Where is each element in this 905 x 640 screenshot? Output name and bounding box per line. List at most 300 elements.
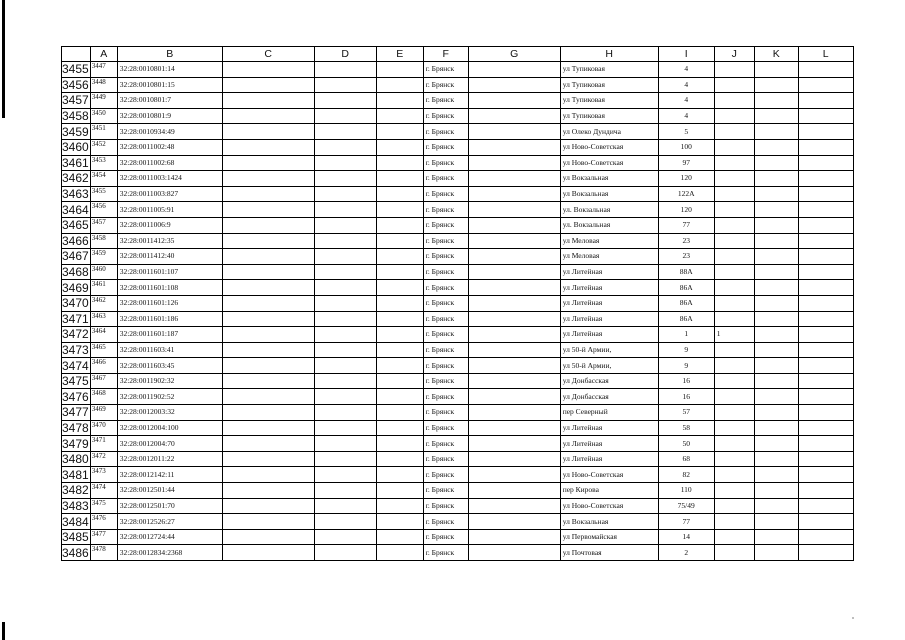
cell-i[interactable]: 4 bbox=[658, 77, 714, 93]
row-number[interactable]: 3458 bbox=[62, 109, 89, 124]
cell-h[interactable]: пер Северный bbox=[560, 405, 658, 421]
cell-l[interactable] bbox=[798, 405, 853, 421]
cell-l[interactable] bbox=[798, 358, 853, 374]
row-number[interactable]: 3459 bbox=[62, 124, 89, 139]
cell-b[interactable]: 32:28:0011603:45 bbox=[117, 358, 222, 374]
cell-l[interactable] bbox=[798, 311, 853, 327]
cell-e[interactable] bbox=[376, 311, 423, 327]
cell-i[interactable]: 14 bbox=[658, 529, 714, 545]
cell-e[interactable] bbox=[376, 327, 423, 343]
cell-k[interactable] bbox=[754, 155, 798, 171]
cell-c[interactable] bbox=[222, 249, 314, 265]
cell-b[interactable]: 32:28:0010801:14 bbox=[117, 62, 222, 78]
cell-g[interactable] bbox=[468, 155, 560, 171]
cell-f[interactable]: г. Брянск bbox=[423, 358, 468, 374]
row-number[interactable]: 3479 bbox=[62, 436, 89, 451]
cell-d[interactable] bbox=[314, 139, 376, 155]
cell-i[interactable]: 4 bbox=[658, 108, 714, 124]
cell-c[interactable] bbox=[222, 498, 314, 514]
cell-i[interactable]: 120 bbox=[658, 171, 714, 187]
cell-a[interactable]: 3478 bbox=[90, 545, 117, 561]
cell-h[interactable]: ул Литейная bbox=[560, 280, 658, 296]
cell-d[interactable] bbox=[314, 217, 376, 233]
cell-a[interactable]: 3455 bbox=[90, 186, 117, 202]
cell-h[interactable]: ул Первомайская bbox=[560, 529, 658, 545]
cell-c[interactable] bbox=[222, 217, 314, 233]
cell-f[interactable]: г. Брянск bbox=[423, 436, 468, 452]
cell-j[interactable] bbox=[714, 171, 754, 187]
cell-d[interactable] bbox=[314, 467, 376, 483]
cell-b[interactable]: 32:28:0011902:32 bbox=[117, 373, 222, 389]
column-header-a[interactable]: A bbox=[90, 47, 117, 62]
cell-c[interactable] bbox=[222, 389, 314, 405]
cell-c[interactable] bbox=[222, 358, 314, 374]
cell-j[interactable] bbox=[714, 139, 754, 155]
cell-a[interactable]: 3454 bbox=[90, 171, 117, 187]
column-header-k[interactable]: K bbox=[754, 47, 798, 62]
cell-j[interactable] bbox=[714, 311, 754, 327]
cell-c[interactable] bbox=[222, 62, 314, 78]
cell-d[interactable] bbox=[314, 327, 376, 343]
cell-d[interactable] bbox=[314, 451, 376, 467]
cell-g[interactable] bbox=[468, 249, 560, 265]
cell-e[interactable] bbox=[376, 62, 423, 78]
cell-g[interactable] bbox=[468, 62, 560, 78]
cell-f[interactable]: г. Брянск bbox=[423, 498, 468, 514]
cell-l[interactable] bbox=[798, 467, 853, 483]
row-number[interactable]: 3464 bbox=[62, 202, 89, 217]
cell-d[interactable] bbox=[314, 171, 376, 187]
cell-i[interactable]: 75/49 bbox=[658, 498, 714, 514]
column-header-g[interactable]: G bbox=[468, 47, 560, 62]
cell-g[interactable] bbox=[468, 483, 560, 499]
cell-j[interactable] bbox=[714, 373, 754, 389]
cell-b[interactable]: 32:28:0012011:22 bbox=[117, 451, 222, 467]
cell-c[interactable] bbox=[222, 405, 314, 421]
cell-g[interactable] bbox=[468, 467, 560, 483]
cell-k[interactable] bbox=[754, 217, 798, 233]
cell-i[interactable]: 120 bbox=[658, 202, 714, 218]
column-header-j[interactable]: J bbox=[714, 47, 754, 62]
cell-g[interactable] bbox=[468, 264, 560, 280]
cell-j[interactable] bbox=[714, 77, 754, 93]
cell-g[interactable] bbox=[468, 108, 560, 124]
cell-l[interactable] bbox=[798, 264, 853, 280]
cell-e[interactable] bbox=[376, 280, 423, 296]
row-number[interactable]: 3471 bbox=[62, 311, 89, 326]
cell-l[interactable] bbox=[798, 77, 853, 93]
cell-b[interactable]: 32:28:0011601:187 bbox=[117, 327, 222, 343]
cell-k[interactable] bbox=[754, 171, 798, 187]
cell-e[interactable] bbox=[376, 405, 423, 421]
cell-b[interactable]: 32:28:0011002:68 bbox=[117, 155, 222, 171]
cell-j[interactable] bbox=[714, 155, 754, 171]
cell-f[interactable]: г. Брянск bbox=[423, 514, 468, 530]
cell-l[interactable] bbox=[798, 436, 853, 452]
cell-i[interactable]: 82 bbox=[658, 467, 714, 483]
cell-k[interactable] bbox=[754, 202, 798, 218]
cell-c[interactable] bbox=[222, 373, 314, 389]
cell-f[interactable]: г. Брянск bbox=[423, 93, 468, 109]
cell-a[interactable]: 3471 bbox=[90, 436, 117, 452]
cell-a[interactable]: 3460 bbox=[90, 264, 117, 280]
cell-g[interactable] bbox=[468, 280, 560, 296]
cell-b[interactable]: 32:28:0011902:52 bbox=[117, 389, 222, 405]
cell-j[interactable] bbox=[714, 467, 754, 483]
row-number[interactable]: 3456 bbox=[62, 77, 89, 92]
cell-g[interactable] bbox=[468, 514, 560, 530]
cell-h[interactable]: ул Литейная bbox=[560, 311, 658, 327]
cell-l[interactable] bbox=[798, 93, 853, 109]
cell-b[interactable]: 32:28:0011005:91 bbox=[117, 202, 222, 218]
cell-d[interactable] bbox=[314, 545, 376, 561]
cell-a[interactable]: 3473 bbox=[90, 467, 117, 483]
cell-b[interactable]: 32:28:0012004:70 bbox=[117, 436, 222, 452]
cell-i[interactable]: 5 bbox=[658, 124, 714, 140]
cell-b[interactable]: 32:28:0012501:70 bbox=[117, 498, 222, 514]
cell-b[interactable]: 32:28:0011601:126 bbox=[117, 295, 222, 311]
cell-i[interactable]: 86А bbox=[658, 295, 714, 311]
cell-c[interactable] bbox=[222, 483, 314, 499]
row-number[interactable]: 3478 bbox=[62, 420, 89, 435]
cell-f[interactable]: г. Брянск bbox=[423, 295, 468, 311]
row-number[interactable]: 3468 bbox=[62, 265, 89, 280]
cell-e[interactable] bbox=[376, 545, 423, 561]
cell-j[interactable]: 1 bbox=[714, 327, 754, 343]
cell-i[interactable]: 68 bbox=[658, 451, 714, 467]
cell-f[interactable]: г. Брянск bbox=[423, 327, 468, 343]
cell-e[interactable] bbox=[376, 295, 423, 311]
cell-d[interactable] bbox=[314, 62, 376, 78]
cell-j[interactable] bbox=[714, 420, 754, 436]
cell-d[interactable] bbox=[314, 358, 376, 374]
cell-j[interactable] bbox=[714, 529, 754, 545]
cell-a[interactable]: 3452 bbox=[90, 139, 117, 155]
cell-c[interactable] bbox=[222, 139, 314, 155]
cell-d[interactable] bbox=[314, 436, 376, 452]
cell-h[interactable]: ул Тупиковая bbox=[560, 108, 658, 124]
cell-b[interactable]: 32:28:0010801:9 bbox=[117, 108, 222, 124]
cell-l[interactable] bbox=[798, 342, 853, 358]
cell-k[interactable] bbox=[754, 436, 798, 452]
cell-g[interactable] bbox=[468, 202, 560, 218]
cell-k[interactable] bbox=[754, 264, 798, 280]
cell-f[interactable]: г. Брянск bbox=[423, 529, 468, 545]
column-header-e[interactable]: E bbox=[376, 47, 423, 62]
cell-k[interactable] bbox=[754, 93, 798, 109]
cell-b[interactable]: 32:28:0011601:107 bbox=[117, 264, 222, 280]
cell-i[interactable]: 4 bbox=[658, 62, 714, 78]
cell-g[interactable] bbox=[468, 358, 560, 374]
cell-i[interactable]: 77 bbox=[658, 514, 714, 530]
cell-i[interactable]: 1 bbox=[658, 327, 714, 343]
cell-l[interactable] bbox=[798, 217, 853, 233]
cell-g[interactable] bbox=[468, 373, 560, 389]
cell-j[interactable] bbox=[714, 545, 754, 561]
cell-d[interactable] bbox=[314, 202, 376, 218]
cell-j[interactable] bbox=[714, 405, 754, 421]
cell-j[interactable] bbox=[714, 62, 754, 78]
cell-l[interactable] bbox=[798, 139, 853, 155]
row-number[interactable]: 3472 bbox=[62, 327, 89, 342]
cell-a[interactable]: 3469 bbox=[90, 405, 117, 421]
row-number[interactable]: 3462 bbox=[62, 171, 89, 186]
cell-e[interactable] bbox=[376, 373, 423, 389]
cell-c[interactable] bbox=[222, 342, 314, 358]
cell-a[interactable]: 3462 bbox=[90, 295, 117, 311]
cell-a[interactable]: 3467 bbox=[90, 373, 117, 389]
cell-k[interactable] bbox=[754, 405, 798, 421]
row-number[interactable]: 3473 bbox=[62, 342, 89, 357]
cell-d[interactable] bbox=[314, 264, 376, 280]
cell-i[interactable]: 77 bbox=[658, 217, 714, 233]
cell-k[interactable] bbox=[754, 498, 798, 514]
cell-j[interactable] bbox=[714, 249, 754, 265]
cell-c[interactable] bbox=[222, 420, 314, 436]
cell-g[interactable] bbox=[468, 498, 560, 514]
column-header-l[interactable]: L bbox=[798, 47, 853, 62]
cell-d[interactable] bbox=[314, 155, 376, 171]
cell-g[interactable] bbox=[468, 124, 560, 140]
cell-c[interactable] bbox=[222, 311, 314, 327]
cell-e[interactable] bbox=[376, 342, 423, 358]
cell-k[interactable] bbox=[754, 467, 798, 483]
cell-i[interactable]: 16 bbox=[658, 389, 714, 405]
cell-h[interactable]: ул Меловая bbox=[560, 249, 658, 265]
cell-a[interactable]: 3468 bbox=[90, 389, 117, 405]
cell-g[interactable] bbox=[468, 311, 560, 327]
cell-k[interactable] bbox=[754, 373, 798, 389]
cell-c[interactable] bbox=[222, 155, 314, 171]
cell-l[interactable] bbox=[798, 108, 853, 124]
cell-f[interactable]: г. Брянск bbox=[423, 264, 468, 280]
cell-h[interactable]: ул Ново-Советская bbox=[560, 155, 658, 171]
cell-f[interactable]: г. Брянск bbox=[423, 451, 468, 467]
cell-c[interactable] bbox=[222, 108, 314, 124]
cell-f[interactable]: г. Брянск bbox=[423, 467, 468, 483]
cell-c[interactable] bbox=[222, 545, 314, 561]
cell-a[interactable]: 3457 bbox=[90, 217, 117, 233]
cell-j[interactable] bbox=[714, 264, 754, 280]
row-number[interactable]: 3467 bbox=[62, 249, 89, 264]
cell-c[interactable] bbox=[222, 280, 314, 296]
cell-b[interactable]: 32:28:0011601:108 bbox=[117, 280, 222, 296]
cell-f[interactable]: г. Брянск bbox=[423, 124, 468, 140]
cell-l[interactable] bbox=[798, 514, 853, 530]
row-number[interactable]: 3461 bbox=[62, 155, 89, 170]
cell-j[interactable] bbox=[714, 483, 754, 499]
cell-i[interactable]: 97 bbox=[658, 155, 714, 171]
cell-e[interactable] bbox=[376, 171, 423, 187]
corner-header[interactable] bbox=[62, 47, 91, 62]
cell-e[interactable] bbox=[376, 186, 423, 202]
cell-f[interactable]: г. Брянск bbox=[423, 280, 468, 296]
cell-i[interactable]: 50 bbox=[658, 436, 714, 452]
cell-c[interactable] bbox=[222, 233, 314, 249]
cell-k[interactable] bbox=[754, 327, 798, 343]
column-header-i[interactable]: I bbox=[658, 47, 714, 62]
cell-f[interactable]: г. Брянск bbox=[423, 342, 468, 358]
cell-g[interactable] bbox=[468, 420, 560, 436]
cell-b[interactable]: 32:28:0011003:827 bbox=[117, 186, 222, 202]
cell-f[interactable]: г. Брянск bbox=[423, 389, 468, 405]
cell-k[interactable] bbox=[754, 451, 798, 467]
cell-j[interactable] bbox=[714, 451, 754, 467]
cell-b[interactable]: 32:28:0010934:49 bbox=[117, 124, 222, 140]
cell-f[interactable]: г. Брянск bbox=[423, 420, 468, 436]
cell-j[interactable] bbox=[714, 217, 754, 233]
cell-k[interactable] bbox=[754, 139, 798, 155]
cell-i[interactable]: 110 bbox=[658, 483, 714, 499]
cell-i[interactable]: 4 bbox=[658, 93, 714, 109]
row-number[interactable]: 3465 bbox=[62, 218, 89, 233]
cell-h[interactable]: ул 50-й Армии, bbox=[560, 342, 658, 358]
cell-d[interactable] bbox=[314, 280, 376, 296]
cell-j[interactable] bbox=[714, 498, 754, 514]
cell-e[interactable] bbox=[376, 389, 423, 405]
cell-f[interactable]: г. Брянск bbox=[423, 373, 468, 389]
cell-c[interactable] bbox=[222, 467, 314, 483]
cell-d[interactable] bbox=[314, 389, 376, 405]
cell-c[interactable] bbox=[222, 77, 314, 93]
row-number[interactable]: 3481 bbox=[62, 467, 89, 482]
cell-f[interactable]: г. Брянск bbox=[423, 202, 468, 218]
cell-h[interactable]: ул Вокзальная bbox=[560, 171, 658, 187]
cell-h[interactable]: ул. Вокзальная bbox=[560, 202, 658, 218]
cell-e[interactable] bbox=[376, 124, 423, 140]
cell-e[interactable] bbox=[376, 155, 423, 171]
cell-f[interactable]: г. Брянск bbox=[423, 311, 468, 327]
row-number[interactable]: 3477 bbox=[62, 405, 89, 420]
cell-d[interactable] bbox=[314, 124, 376, 140]
cell-k[interactable] bbox=[754, 342, 798, 358]
cell-a[interactable]: 3472 bbox=[90, 451, 117, 467]
column-header-h[interactable]: H bbox=[560, 47, 658, 62]
cell-i[interactable]: 86А bbox=[658, 311, 714, 327]
cell-h[interactable]: пер Кирова bbox=[560, 483, 658, 499]
cell-e[interactable] bbox=[376, 358, 423, 374]
row-number[interactable]: 3470 bbox=[62, 296, 89, 311]
cell-g[interactable] bbox=[468, 233, 560, 249]
cell-l[interactable] bbox=[798, 280, 853, 296]
cell-g[interactable] bbox=[468, 93, 560, 109]
cell-b[interactable]: 32:28:0010801:7 bbox=[117, 93, 222, 109]
cell-j[interactable] bbox=[714, 358, 754, 374]
cell-b[interactable]: 32:28:0010801:15 bbox=[117, 77, 222, 93]
cell-d[interactable] bbox=[314, 295, 376, 311]
cell-i[interactable]: 16 bbox=[658, 373, 714, 389]
cell-k[interactable] bbox=[754, 186, 798, 202]
cell-a[interactable]: 3449 bbox=[90, 93, 117, 109]
cell-f[interactable]: г. Брянск bbox=[423, 483, 468, 499]
cell-i[interactable]: 9 bbox=[658, 358, 714, 374]
cell-k[interactable] bbox=[754, 389, 798, 405]
cell-k[interactable] bbox=[754, 124, 798, 140]
cell-c[interactable] bbox=[222, 171, 314, 187]
cell-j[interactable] bbox=[714, 186, 754, 202]
cell-e[interactable] bbox=[376, 249, 423, 265]
cell-l[interactable] bbox=[798, 498, 853, 514]
cell-j[interactable] bbox=[714, 436, 754, 452]
cell-c[interactable] bbox=[222, 264, 314, 280]
cell-l[interactable] bbox=[798, 483, 853, 499]
cell-g[interactable] bbox=[468, 139, 560, 155]
cell-h[interactable]: ул Донбасская bbox=[560, 373, 658, 389]
cell-e[interactable] bbox=[376, 139, 423, 155]
column-header-c[interactable]: C bbox=[222, 47, 314, 62]
cell-b[interactable]: 32:28:0012834:2368 bbox=[117, 545, 222, 561]
cell-a[interactable]: 3466 bbox=[90, 358, 117, 374]
cell-j[interactable] bbox=[714, 202, 754, 218]
cell-l[interactable] bbox=[798, 155, 853, 171]
column-header-f[interactable]: F bbox=[423, 47, 468, 62]
cell-c[interactable] bbox=[222, 529, 314, 545]
column-header-b[interactable]: B bbox=[117, 47, 222, 62]
cell-k[interactable] bbox=[754, 311, 798, 327]
cell-e[interactable] bbox=[376, 93, 423, 109]
cell-b[interactable]: 32:28:0011412:40 bbox=[117, 249, 222, 265]
cell-l[interactable] bbox=[798, 233, 853, 249]
row-number[interactable]: 3482 bbox=[62, 483, 89, 498]
cell-j[interactable] bbox=[714, 295, 754, 311]
cell-h[interactable]: ул Донбасская bbox=[560, 389, 658, 405]
cell-h[interactable]: ул Ново-Советская bbox=[560, 139, 658, 155]
cell-g[interactable] bbox=[468, 217, 560, 233]
cell-l[interactable] bbox=[798, 545, 853, 561]
cell-h[interactable]: ул Литейная bbox=[560, 451, 658, 467]
cell-l[interactable] bbox=[798, 389, 853, 405]
cell-l[interactable] bbox=[798, 295, 853, 311]
cell-h[interactable]: ул Литейная bbox=[560, 420, 658, 436]
cell-e[interactable] bbox=[376, 420, 423, 436]
cell-e[interactable] bbox=[376, 233, 423, 249]
cell-k[interactable] bbox=[754, 514, 798, 530]
cell-g[interactable] bbox=[468, 405, 560, 421]
cell-e[interactable] bbox=[376, 202, 423, 218]
cell-k[interactable] bbox=[754, 233, 798, 249]
cell-b[interactable]: 32:28:0012142:11 bbox=[117, 467, 222, 483]
cell-a[interactable]: 3476 bbox=[90, 514, 117, 530]
cell-j[interactable] bbox=[714, 280, 754, 296]
cell-i[interactable]: 122А bbox=[658, 186, 714, 202]
row-number[interactable]: 3466 bbox=[62, 233, 89, 248]
cell-a[interactable]: 3461 bbox=[90, 280, 117, 296]
cell-g[interactable] bbox=[468, 77, 560, 93]
cell-l[interactable] bbox=[798, 62, 853, 78]
cell-g[interactable] bbox=[468, 295, 560, 311]
cell-c[interactable] bbox=[222, 451, 314, 467]
cell-a[interactable]: 3463 bbox=[90, 311, 117, 327]
cell-e[interactable] bbox=[376, 436, 423, 452]
cell-a[interactable]: 3448 bbox=[90, 77, 117, 93]
cell-h[interactable]: ул Ново-Советская bbox=[560, 498, 658, 514]
cell-h[interactable]: ул Литейная bbox=[560, 295, 658, 311]
cell-a[interactable]: 3465 bbox=[90, 342, 117, 358]
cell-g[interactable] bbox=[468, 545, 560, 561]
row-number[interactable]: 3474 bbox=[62, 358, 89, 373]
cell-j[interactable] bbox=[714, 124, 754, 140]
cell-e[interactable] bbox=[376, 264, 423, 280]
cell-b[interactable]: 32:28:0011412:35 bbox=[117, 233, 222, 249]
cell-a[interactable]: 3456 bbox=[90, 202, 117, 218]
row-number[interactable]: 3480 bbox=[62, 452, 89, 467]
cell-i[interactable]: 86А bbox=[658, 280, 714, 296]
cell-g[interactable] bbox=[468, 186, 560, 202]
cell-k[interactable] bbox=[754, 249, 798, 265]
cell-h[interactable]: ул Вокзальная bbox=[560, 186, 658, 202]
cell-f[interactable]: г. Брянск bbox=[423, 108, 468, 124]
cell-j[interactable] bbox=[714, 233, 754, 249]
